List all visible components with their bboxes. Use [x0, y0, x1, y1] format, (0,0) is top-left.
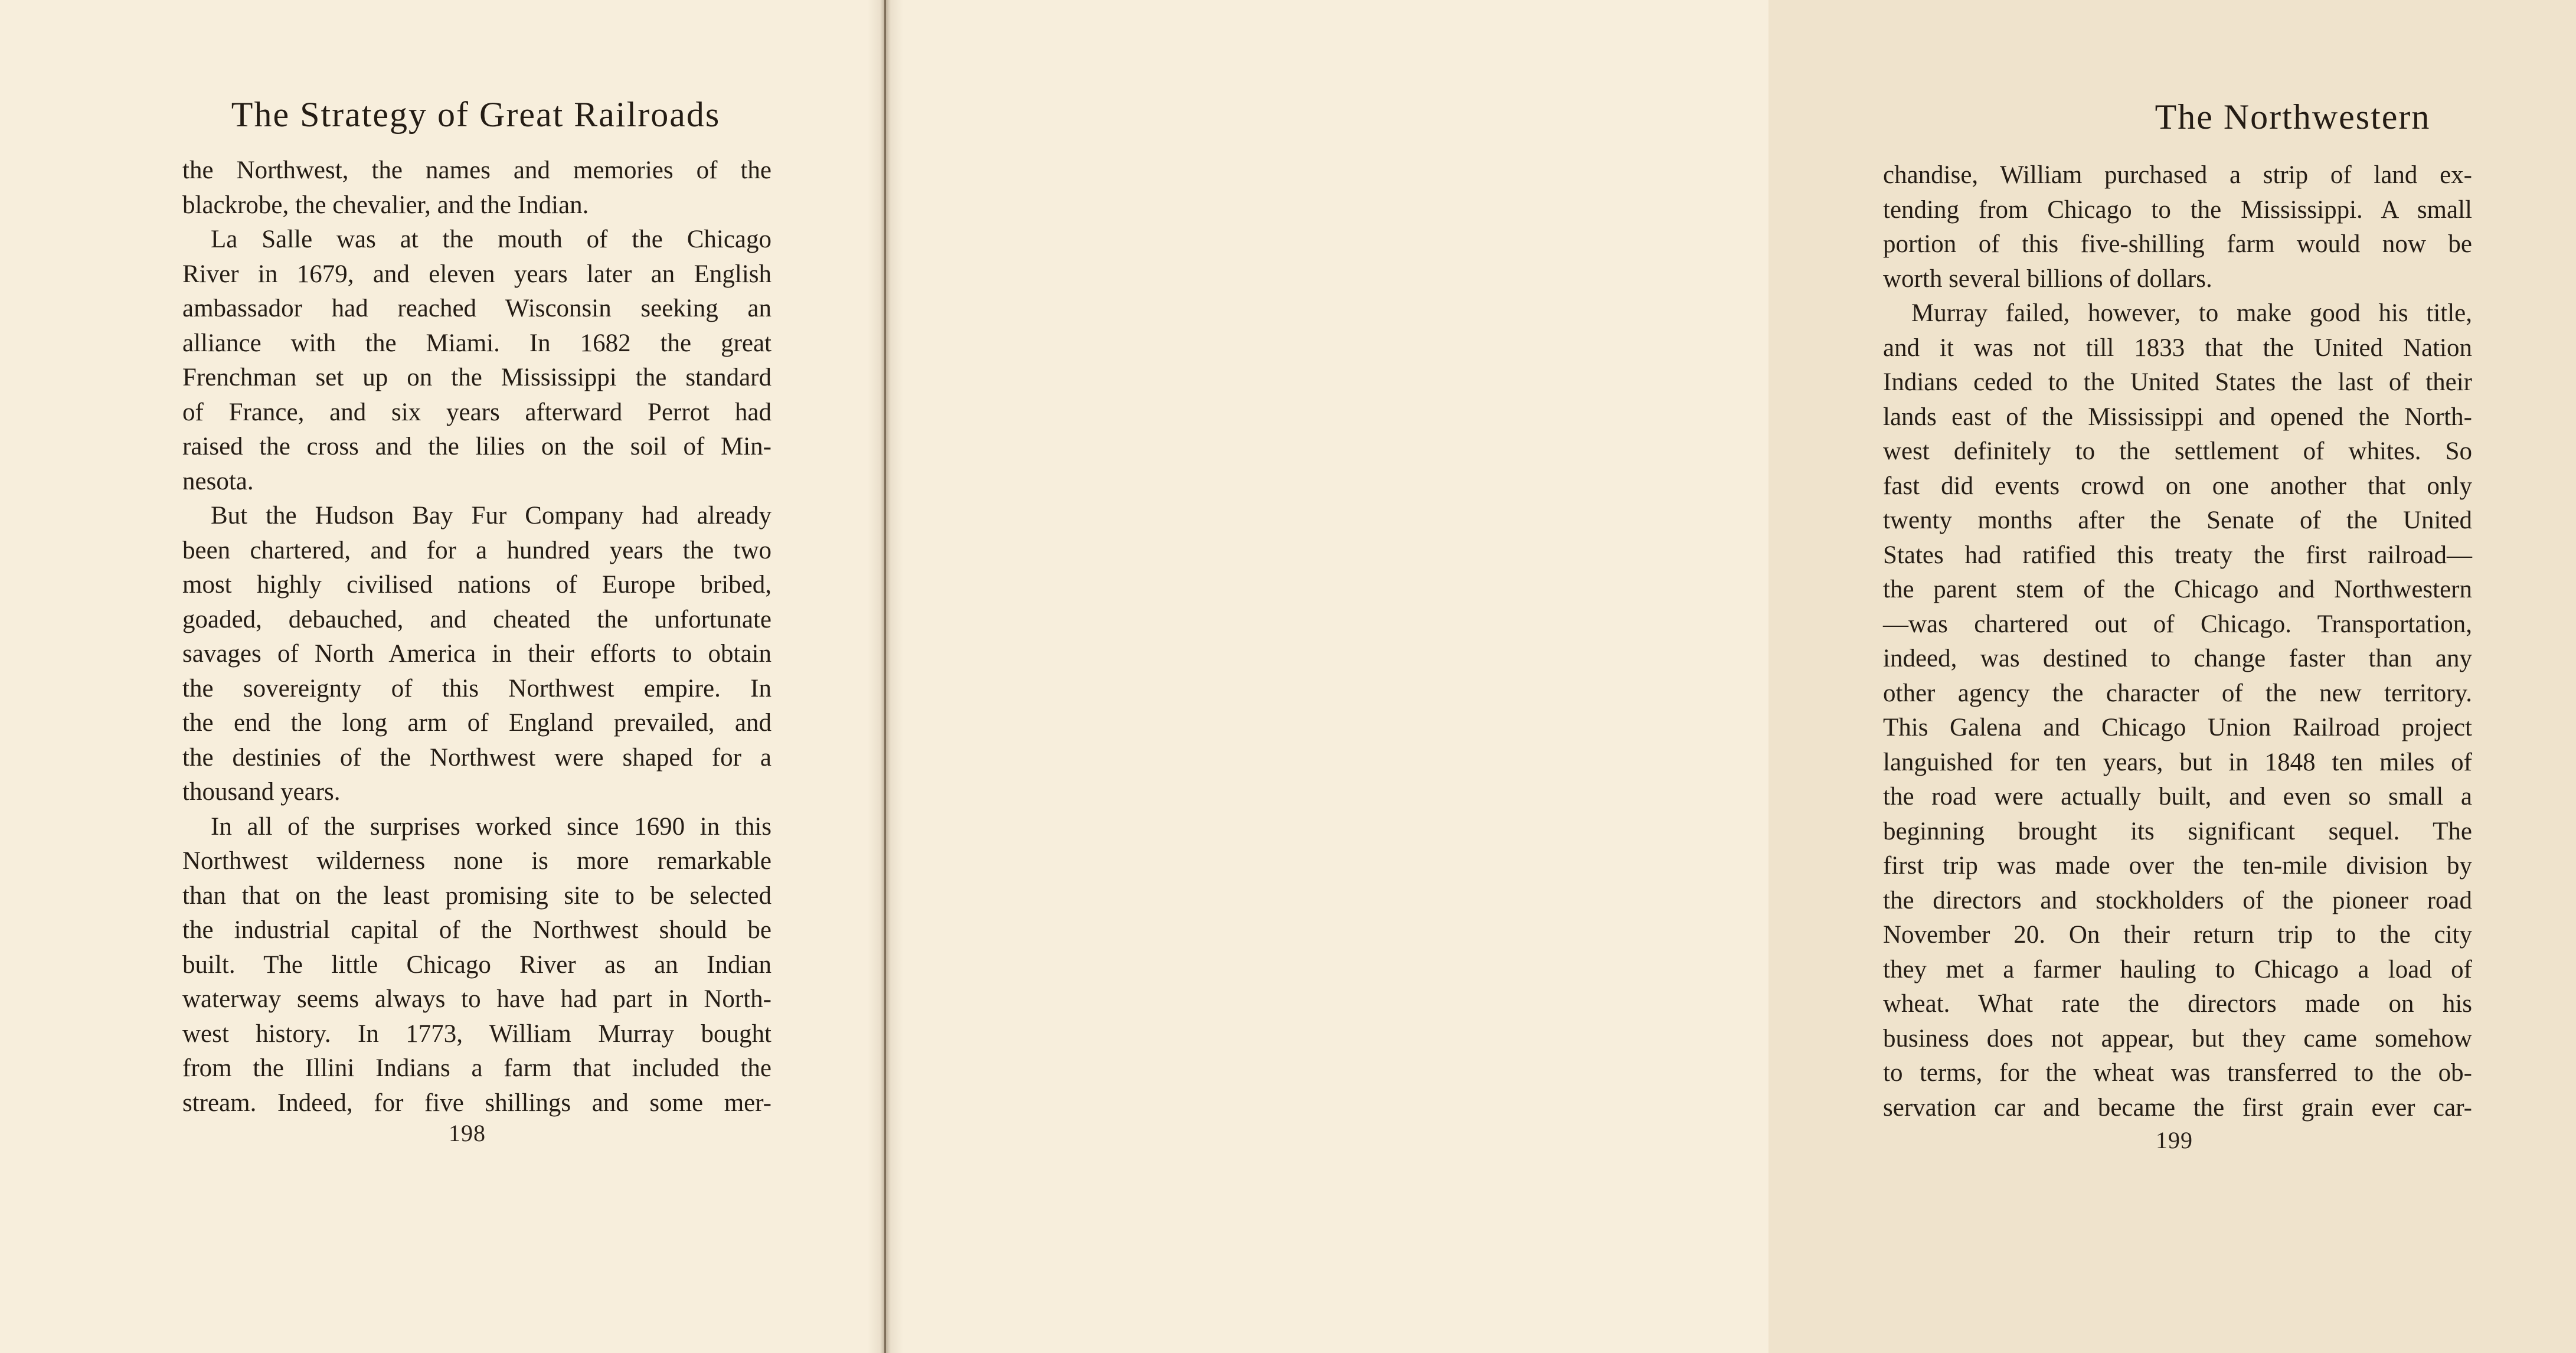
left-page-text-line: most highly civilised nations of Europe bribed,: [182, 571, 772, 599]
right-page-text-line: fast did events crowd on one another that only: [1883, 472, 2472, 500]
right-page-text-line: Murray failed, however, to make good his title,: [1911, 299, 2472, 327]
left-page-text-line: thousand years.: [182, 778, 341, 806]
right-page-text-line: —was chartered out of Chicago. Transportation,: [1883, 610, 2472, 638]
right-page-text-line: lands east of the Mississippi and opened the North-: [1883, 403, 2472, 431]
right-page-text-line: indeed, was destined to change faster than any: [1883, 645, 2472, 672]
left-page-text-line: blackrobe, the chevalier, and the Indian.: [182, 191, 589, 219]
left-page-text-line: built. The little Chicago River as an Indian: [182, 950, 772, 979]
left-page-text-line: waterway seems always to have had part in North-: [182, 985, 772, 1013]
left-page-text-line: La Salle was at the mouth of the Chicago: [211, 226, 772, 253]
right-page-text-line: wheat. What rate the directors made on his: [1883, 990, 2472, 1018]
right-page-text-line: chandise, William purchased a strip of land ex-: [1883, 161, 2472, 189]
left-page-text-line: raised the cross and the lilies on the soil of Min-: [182, 433, 772, 460]
right-page-text-line: twenty months after the Senate of the United: [1883, 506, 2472, 534]
book-spine-line: [884, 0, 886, 1353]
right-page-text-line: This Galena and Chicago Union Railroad project: [1883, 714, 2472, 741]
right-page-text-line: west definitely to the settlement of whites. So: [1883, 437, 2472, 465]
right-page-text-line: portion of this five-shilling farm would now be: [1883, 230, 2472, 258]
right-page-text-line: first trip was made over the ten-mile division by: [1883, 852, 2472, 880]
left-page-text-line: River in 1679, and eleven years later an English: [182, 260, 772, 288]
right-page-text-line: tending from Chicago to the Mississippi. A small: [1883, 195, 2472, 224]
right-page-text-line: Indians ceded to the United States the last of their: [1883, 368, 2472, 396]
left-page-text-line: been chartered, and for a hundred years the two: [182, 536, 772, 564]
left-page-text-line: goaded, debauched, and cheated the unfortunate: [182, 605, 772, 633]
left-page-text-line: nesota.: [182, 467, 254, 495]
left-page-text-line: than that on the least promising site to be selected: [182, 881, 772, 910]
right-page-text-line: the parent stem of the Chicago and Northwestern: [1883, 576, 2472, 603]
right-page: [888, 0, 2472, 1353]
left-page-text-line: the end the long arm of England prevailed, and: [182, 709, 772, 737]
right-page-text-line: other agency the character of the new territory.: [1883, 679, 2472, 707]
right-page-text-line: servation car and became the first grain ever car-: [1883, 1093, 2472, 1122]
right-page-text-line: worth several billions of dollars.: [1883, 264, 2212, 293]
right-page-text-line: beginning brought its significant sequel. The: [1883, 817, 2472, 845]
right-page-text-line: business does not appear, but they came somehow: [1883, 1024, 2472, 1053]
left-text-block: [182, 153, 772, 1120]
right-page-text-line: they met a farmer hauling to Chicago a load of: [1883, 955, 2472, 983]
left-page-text-line: the industrial capital of the Northwest should be: [182, 916, 772, 944]
left-page: [0, 0, 883, 1353]
left-page-text-line: alliance with the Miami. In 1682 the great: [182, 329, 772, 357]
left-page-text-line: ambassador had reached Wisconsin seeking an: [182, 295, 772, 322]
right-text-block: [1883, 158, 2472, 1125]
right-page-text-line: to terms, for the wheat was transferred to the ob-: [1883, 1059, 2472, 1087]
left-page-text-line: west history. In 1773, William Murray bought: [182, 1019, 772, 1048]
left-page-text-line: Northwest wilderness none is more remarkable: [182, 847, 772, 875]
left-page-text-line: savages of North America in their efforts to obtain: [182, 640, 772, 668]
left-page-text-line: from the Illini Indians a farm that included the: [182, 1054, 772, 1082]
right-page-text-line: languished for ten years, but in 1848 ten miles of: [1883, 748, 2472, 776]
right-page-number: 199: [2156, 1127, 2193, 1153]
right-running-head: The Northwestern: [2155, 97, 2431, 136]
right-page-text-line: November 20. On their return trip to the city: [1883, 921, 2472, 949]
left-page-text-line: the destinies of the Northwest were shaped for a: [182, 743, 772, 772]
left-page-text-line: Frenchman set up on the Mississippi the standard: [182, 364, 772, 391]
left-page-text-line: But the Hudson Bay Fur Company had already: [211, 502, 772, 530]
right-page-text-line: and it was not till 1833 that the United Nation: [1883, 334, 2472, 362]
right-page-text-line: the road were actually built, and even so small a: [1883, 783, 2472, 811]
right-page-text-line: the directors and stockholders of the pioneer road: [1883, 886, 2472, 914]
left-page-text-line: the Northwest, the names and memories of the: [182, 156, 772, 184]
right-page-text-line: States had ratified this treaty the first railroad—: [1883, 541, 2472, 569]
left-page-text-line: the sovereignty of this Northwest empire. In: [182, 674, 772, 702]
left-page-text-line: of France, and six years afterward Perrot had: [182, 398, 772, 426]
left-page-text-line: stream. Indeed, for five shillings and some mer-: [182, 1089, 772, 1117]
left-page-number: 198: [449, 1120, 486, 1146]
left-page-text-line: In all of the surprises worked since 1690 in this: [211, 812, 772, 841]
left-running-head: The Strategy of Great Railroads: [231, 95, 721, 134]
